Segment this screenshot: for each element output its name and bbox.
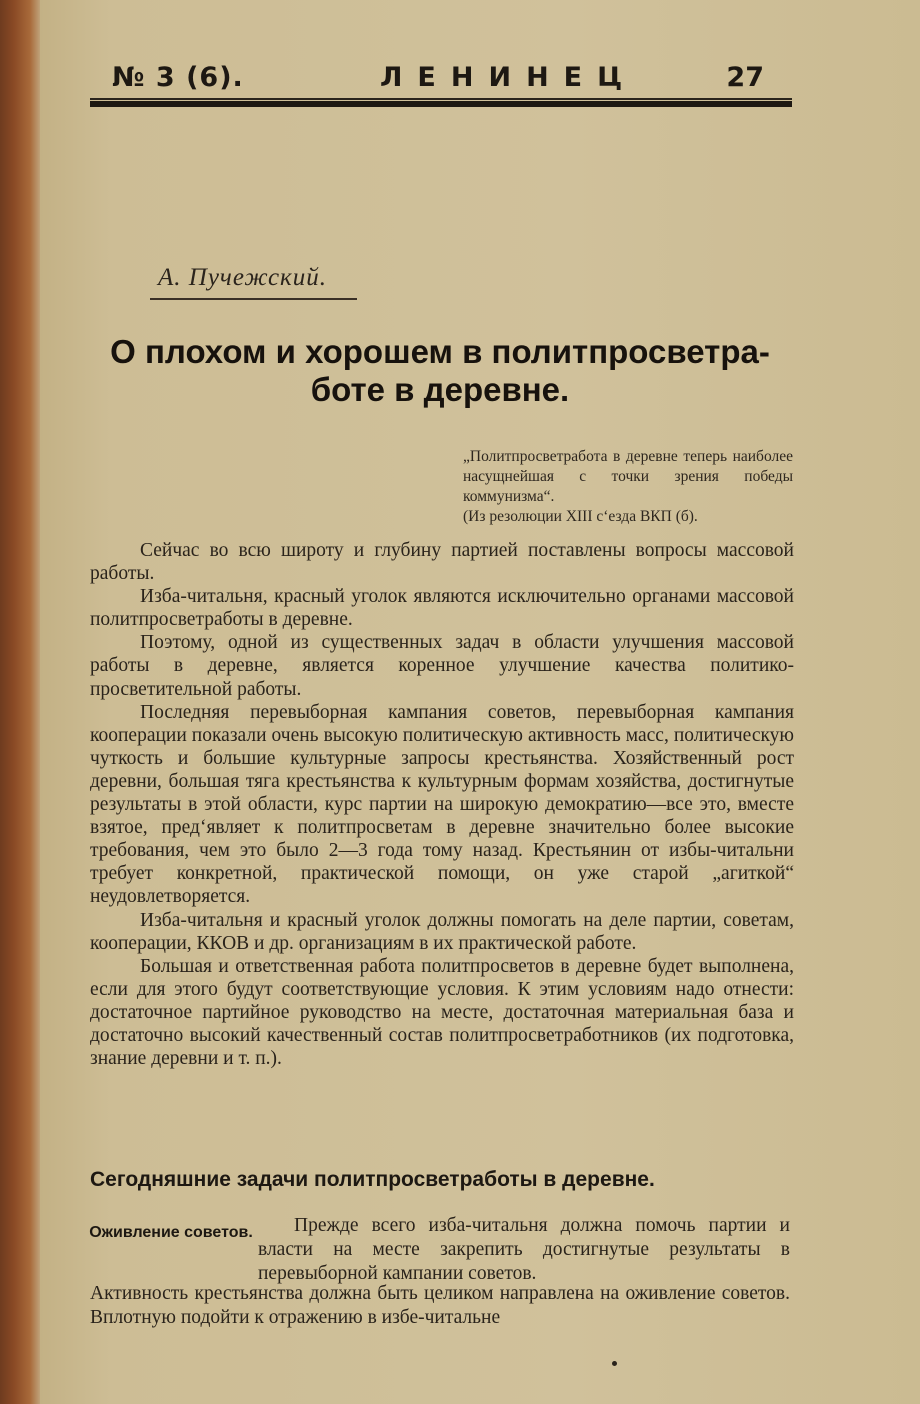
paragraph-3: Поэтому, одной из существенных задач в области улучшения массовой работы в деревне, является коренное улучшение качества политико-просветительной работы. <box>90 632 794 700</box>
paragraph-4: Последняя перевыборная кампания советов, перевыборная кампания кооперации показали очень высокую политическую активность масс, политическую чуткость и большие культурные запросы крестьянства. Хозяйственный рост деревни, большая тяга крестьянства к культурным формам хозяйства, достигнутые результаты в этой области, курс партии на широкую демократию—все это, вместе взятое, пред‘являет к политпросветам в деревне значительно более высокие требования, чем это было 2—3 года тому назад. Крестьянин от избы-читальни требует конкретной, практической помощи, он уже старой „агиткой“ неудовлетворяется. <box>90 701 794 908</box>
article-title <box>80 333 800 409</box>
journal-title: ЛЕНИНЕЦ <box>380 62 638 93</box>
paragraph-5: Изба-читальня и красный уголок должны помогать на деле партии, советам, кооперации, ККОВ и др. организациям в их практической работе. <box>90 909 794 954</box>
section-text-column: Прежде всего изба-читальня должна помочь партии и власти на месте закрепить достигнутые результаты в перевыборной кампании советов. <box>258 1215 790 1284</box>
page-number: 27 <box>726 62 764 93</box>
article-body <box>90 539 794 1070</box>
book-spine-edge <box>0 0 40 1404</box>
epigraph <box>463 447 793 527</box>
paragraph-1: Сейчас во всю широту и глубину партией поставлены вопросы массовой работы. <box>90 540 794 585</box>
paragraph-2: Изба-читальня, красный уголок являются исключительно органами массовой политпросветработы в деревне. <box>90 586 794 631</box>
title-line-2: боте в деревне. <box>310 371 570 408</box>
article-author: А. Пучежский. <box>158 264 327 291</box>
margin-heading: Оживление советов. <box>89 1224 253 1241</box>
title-line-1: О плохом и хорошем в политпросветра- <box>110 333 770 370</box>
section-heading: Сегодняшние задачи политпросветработы в деревне. <box>90 1168 655 1191</box>
ink-speck <box>612 1361 617 1366</box>
section-text-full: Активность крестьянства должна быть целиком направлена на оживление советов. Вплотную подойти к отражению в избе-читальне <box>90 1283 790 1328</box>
header-rule-thin <box>90 98 792 100</box>
paragraph-6: Большая и ответственная работа политпросветов в деревне будет выполнена, если для этого будут соответствующие условия. К этим условиям надо отнести: достаточное партийное руководство на месте, достаточная материальная база и достаточно высокий качественный состав политпросветработников (их подготовка, знание деревни и т. п.). <box>90 955 794 1070</box>
epigraph-text: „Политпросветработа в деревне теперь наиболее насущнейшая с точки зрения победы коммунизма“. <box>463 448 793 505</box>
issue-number: № 3 (6). <box>112 62 244 93</box>
epigraph-source: (Из резолюции XIII с‘езда ВКП (б). <box>463 508 698 525</box>
author-underline <box>150 298 357 300</box>
header-rule-thick <box>90 101 792 107</box>
